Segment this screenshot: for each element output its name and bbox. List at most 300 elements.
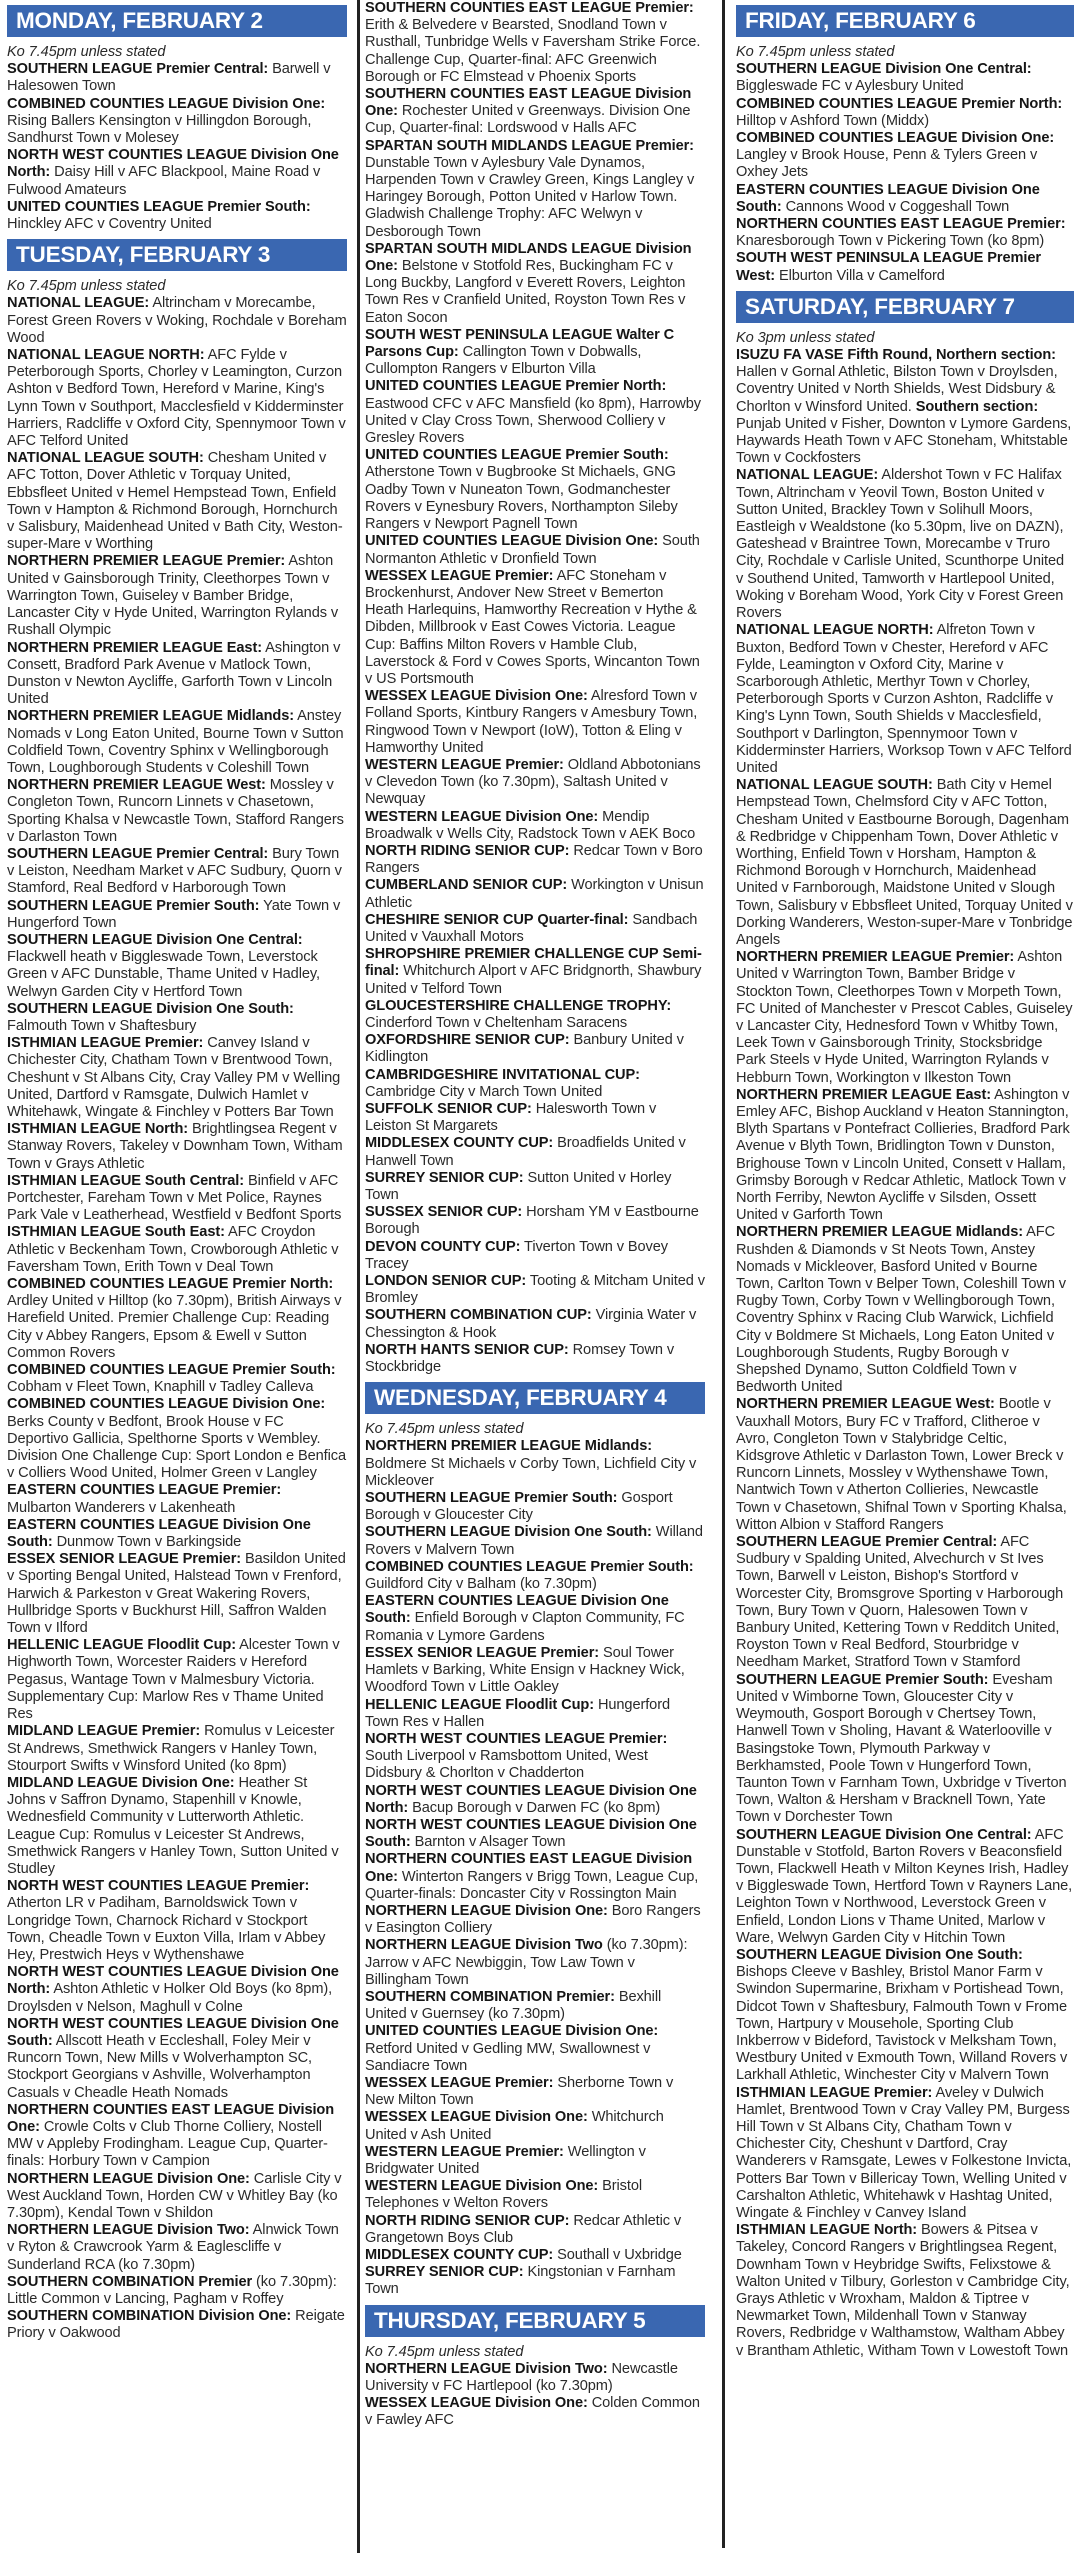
fixtures-text: Mossley v Congleton Town, Runcorn Linnets v Chasetown, Sporting Khalsa v Newcastle Town, Stafford Rangers v Darlaston Town	[7, 777, 344, 845]
fixtures-text: Southall v Uxbridge	[557, 2247, 682, 2263]
league-name: SPARTAN SOUTH MIDLANDS LEAGUE	[365, 137, 632, 154]
division-name: Floodlit Cup:	[147, 1637, 236, 1654]
league-name: NORTH WEST COUNTIES LEAGUE	[7, 1878, 247, 1895]
fixtures-text: Callington Town v Dobwalls, Cullompton Rangers v Elburton Villa	[365, 344, 642, 378]
fixtures-text: Aveley v Dulwich Hamlet, Brentwood Town v Cray Valley PM, Burgess Hill Town v St Albans City, Chatham Town v Chichester City, Cheshunt v Dartford, Cray Wanderers v Ramsgate, Lewes v Folkestone Invicta, Potters Bar Town v Billericay Town, Welling United v Carshalton Athletic, Whitehawk v Hashtag United, Wingate & Finchley v Canvey Island	[736, 2084, 1072, 2221]
league-name: NORTH RIDING SENIOR CUP:	[365, 842, 570, 859]
league-name: NORTHERN PREMIER LEAGUE	[7, 553, 223, 570]
fixtures-text: Romulus v Leicester St Andrews, Smethwick Rangers v Hanley Town, Stourport Swifts v Winsford United (ko 8pm)	[7, 1723, 335, 1774]
fixture-entry	[7, 1224, 347, 1276]
division-name: Premier:	[182, 1551, 242, 1568]
fixture-entry	[736, 622, 1074, 777]
fixtures-text: Chesham United v AFC Totton, Dover Athletic v Torquay United, Ebbsfleet United v Hemel Hempstead Town, Enfield Town v Hampton & Richmond Borough, Hornchurch v Salisbury, Maidenhead United v Bath City, Weston-super-Mare v Worthing	[7, 450, 343, 553]
fixtures-text: AFC Dunstable v Stotfold, Barton Rovers v Beaconsfield Town, Flackwell Heath v Milton Keynes Irish, Hadley v Biggleswade Town, Hertford Town v Rayners Lane, Leighton Town v Northwood, Leverstock Green v Enfield, London Lions v Thame United, Marlow v Ware, Welwyn Garden City v Hitchin Town	[736, 1826, 1073, 1946]
division-name: Division One North:	[365, 1782, 697, 1816]
league-name: SOUTHERN LEAGUE	[736, 1671, 882, 1688]
league-name: UNITED COUNTIES LEAGUE	[365, 378, 562, 395]
fixtures-text: Atherstone Town v Bugbrooke St Michaels, GNG Oadby Town v Nuneaton Town, Godmanchester Rovers v Eynesbury Rovers, Northampton Sileby Rangers v Newport Pagnell Town	[365, 464, 678, 533]
league-name: EASTERN COUNTIES LEAGUE	[736, 181, 948, 198]
fixtures-text: Tooting & Mitcham United v Bromley	[365, 1273, 705, 1307]
division-name: Division One:	[232, 1396, 326, 1413]
fixtures-text: Hilltop v Ashford Town (Middx)	[736, 112, 930, 129]
league-name: ISTHMIAN LEAGUE	[7, 1224, 141, 1241]
fixtures-text: Barwell v Halesowen Town	[7, 61, 331, 95]
fixture-entry	[7, 1362, 347, 1396]
division-name: Division Two:	[157, 2222, 250, 2239]
division-name: North:	[144, 1121, 189, 1138]
league-name: NORTHERN PREMIER LEAGUE	[736, 1086, 952, 1103]
kickoff-note: Ko 7.45pm unless stated	[365, 2343, 524, 2360]
fixture-list	[365, 2361, 705, 2430]
fixture-entry	[7, 1276, 347, 1362]
fixtures-text: Binfield v AFC Portchester, Fareham Town v Met Police, Raynes Park Vale v Leatherhead, Westfield v Bedfont Sports	[7, 1172, 342, 1224]
fixture-list	[365, 1438, 705, 2298]
fixture-entry	[7, 1964, 347, 2016]
fixture-entry	[365, 2023, 705, 2075]
fixtures-text: Bury Town v Leiston, Needham Market v AFC Sudbury, Quorn v Stamford, Real Bedford v Harborough Town	[7, 845, 342, 897]
league-name: NORTHERN LEAGUE	[365, 1937, 512, 1954]
fixture-entry	[365, 998, 705, 1032]
league-name: NORTHERN PREMIER LEAGUE	[7, 708, 223, 725]
fixtures-text: Langley v Brook House, Penn & Tylers Green v Oxhey Jets	[736, 147, 1038, 181]
league-name: SOUTHERN COMBINATION	[7, 2308, 195, 2325]
fixture-entry	[736, 1947, 1074, 2085]
fixtures-text: Tiverton Town v Bovey Tracey	[365, 1238, 668, 1272]
fixtures-text: Rochester United v Greenways. Division One Cup, Quarter-final: Lordswood v Halls AFC	[365, 103, 691, 137]
league-name: SURREY SENIOR CUP:	[365, 1169, 524, 1186]
fixture-entry	[7, 1173, 347, 1225]
fixture-list	[7, 295, 347, 2342]
fixtures-text: Newcastle University v FC Hartlepool (ko 7.30pm)	[365, 2360, 678, 2395]
division-name: Division One:	[7, 2101, 335, 2135]
league-name: COMBINED COUNTIES LEAGUE	[7, 1276, 229, 1293]
fixtures-text: Atherton LR v Padiham, Barnoldswick Town v Longridge Town, Charnock Richard v Stockport Town, Cheadle Town v Euxton Villa, Irlam v Abbey Hey, Prestwich Heys v Wythenshawe	[7, 1895, 326, 1963]
fixtures-text: (ko 7.30pm): Little Common v Lancing, Pagham v Roffey	[7, 2273, 337, 2307]
division-name: Floodlit Cup:	[505, 1696, 594, 1713]
fixtures-text: Alnwick Town v Ryton & Crawcrook Yarm & Eaglescliffe v Sunderland RCA (ko 7.30pm)	[7, 2222, 339, 2273]
fixtures-text: Ashton United v Warrington Town, Bamber Bridge v Stockton Town, Cleethorpes Town v Morpeth Town, FC United of Manchester v Prescot Cables, Guiseley v Lancaster City, Hednesford Town v Whitby Town, Leek Town v Gainsborough Trinity, Stocksbridge Park Steels v Hyde United, Warrington Rylands v Hebburn Town, Workington v Ilkeston Town	[736, 949, 1073, 1086]
day-header-friday: FRIDAY, FEBRUARY 6	[736, 5, 1074, 37]
fixture-entry	[7, 199, 347, 233]
fixtures-text: Banbury United v Kidlington	[365, 1032, 684, 1066]
fixture-entry	[365, 1273, 705, 1307]
division-name: Fifth Round, Northern section:	[847, 347, 1056, 364]
fixtures-text: Ashington v Consett, Bradford Park Avenue v Matlock Town, Dunston v Newton Aycliffe, Garforth Town v Lincoln United	[7, 639, 341, 708]
league-name: GLOUCESTERSHIRE CHALLENGE TROPHY:	[365, 997, 672, 1014]
division-name: Premier:	[250, 1878, 310, 1895]
division-name: East:	[955, 1086, 991, 1103]
fixture-list	[7, 61, 347, 233]
fixtures-text: Allscott Heath v Eccleshall, Foley Meir v Runcorn Town, New Mills v Wolverhampton SC, Stockport Georgians v Ashville, Wolverhampton Casuals v Cheadle Heath Nomads	[7, 2032, 312, 2101]
fixture-entry	[365, 1490, 705, 1524]
league-name: SOUTHERN LEAGUE	[7, 931, 153, 948]
league-name: SOUTHERN LEAGUE	[736, 1826, 882, 1843]
league-name: OXFORDSHIRE SENIOR CUP:	[365, 1032, 570, 1049]
fixture-entry	[736, 467, 1074, 622]
league-name: WESTERN LEAGUE	[365, 808, 502, 825]
day-header-saturday: SATURDAY, FEBRUARY 7	[736, 291, 1074, 323]
fixture-entry	[7, 1035, 347, 1121]
fixtures-text: Virginia Water v Chessington & Hook	[365, 1307, 697, 1341]
league-name: SOUTHERN COUNTIES EAST LEAGUE	[365, 86, 632, 103]
fixture-entry	[365, 912, 705, 946]
fixture-entry	[365, 2395, 705, 2429]
fixtures-text: Altrincham v Morecambe, Forest Green Rovers v Woking, Rochdale v Boreham Wood	[7, 295, 347, 346]
fixtures-text: Ashton Athletic v Holker Old Boys (ko 8pm), Droylsden v Nelson, Maghull v Colne	[7, 1981, 333, 2015]
division-name: Premier:	[494, 567, 554, 584]
league-name: SOUTHERN LEAGUE	[7, 897, 153, 914]
division-name: Premier:	[494, 2074, 554, 2091]
fixtures-text: Alfreton Town v Buxton, Bedford Town v Chester, Hereford v AFC Fylde, Leamington v Oxford City, Marine v Scarborough Athletic, Merthyr Town v Chorley, Peterborough Sports v Curzon Ashton, Radcliffe v King's Lynn Town, South Shields v Macclesfield, Southport v Darlington, Spennymoor Town v Kidderminster Harriers, Worksop Town v AFC Telford United	[736, 622, 1072, 776]
league-name: SOUTHERN LEAGUE	[736, 61, 882, 78]
league-name: ISTHMIAN LEAGUE	[7, 1121, 141, 1138]
division-name: Division One:	[365, 240, 692, 275]
fixtures-text: Reigate Priory v Oakwood	[7, 2308, 345, 2342]
division-name: Premier:	[873, 2084, 933, 2101]
division-name: Premier South:	[207, 198, 311, 215]
fixtures-text: Bath City v Hemel Hempstead Town, Chelmsford City v AFC Totton, Chesham United v Eastbourne Borough, Dagenham & Redbridge v Chippenham Town, Dover Athletic v Worthing, Enfield Town v Horsham, Hampton & Richmond Borough v Hornchurch, Maidenhead United v Farnborough, Maidstone United v Slough Town, Salisbury v Ebbsfleet United, Torquay United v Dorking Wanderers, Weston-super-Mare v Tonbridge Angels	[736, 777, 1073, 948]
fixtures-text: Heather St Johns v Saffron Dynamo, Stapenhill v Knowle, Wednesfield Community v Lutterworth Athletic. League Cup: Romulus v Leicester St Andrews, Smethwick Rangers v Hanley Town, Sutton United v Studley	[7, 1774, 339, 1877]
league-name: MIDDLESEX COUNTY CUP:	[365, 1135, 554, 1152]
league-name: EASTERN COUNTIES LEAGUE	[365, 1593, 577, 1610]
fixtures-text: Ardley United v Hilltop (ko 7.30pm), British Airways v Harefield United. Premier Challenge Cup: Reading City v Abbey Rangers, Epsom & Ewell v Sutton Common Rovers	[7, 1293, 342, 1361]
division-name: Premier South:	[514, 1490, 618, 1507]
league-name: NORTHERN PREMIER LEAGUE	[7, 777, 223, 794]
fixtures-text: Sutton United v Horley Town	[365, 1169, 672, 1204]
fixture-entry	[7, 708, 347, 777]
fixture-entry	[365, 2144, 705, 2178]
fixtures-text: Cobham v Fleet Town, Knaphill v Tadley Calleva	[7, 1379, 314, 1396]
league-name: SOUTH WEST PENINSULA LEAGUE	[736, 250, 984, 267]
division-name: Division One Central:	[885, 61, 1032, 78]
league-name: SOUTHERN COUNTIES EAST LEAGUE	[365, 0, 632, 16]
fixture-entry	[365, 1101, 705, 1135]
fixtures-text: AFC Sudbury v Spalding United, Alvechurch v St Ives Town, Barwell v Leiston, Bishop's Stortford v Worcester City, Bromsgrove Sporting v Harborough Town, Bury Town v Quorn, Halesowen Town v Banbury United, Kettering Town v Redditch United, Royston Town v Real Bedford, Stourbridge v Needham Market, Stratford Town v Stamford	[736, 1534, 1064, 1671]
fixture-entry	[365, 378, 705, 447]
league-name: NORTHERN PREMIER LEAGUE	[736, 949, 952, 966]
division-name: Premier Central:	[156, 61, 269, 78]
division-name: Division One:	[961, 130, 1055, 147]
fixtures-text: Crowle Colts v Club Thorne Colliery, Nostell MW v Appleby Frodingham. League Cup, Quarter-finals: Horbury Town v Campion	[7, 2118, 328, 2170]
fixture-entry	[365, 1307, 705, 1341]
division-name: Division One:	[515, 1902, 608, 1919]
league-name: COMBINED COUNTIES LEAGUE	[7, 95, 229, 112]
division-name: Division One South:	[736, 181, 1040, 215]
league-name: SOUTH WEST PENINSULA LEAGUE	[365, 326, 613, 343]
column-divider	[722, 0, 725, 2548]
league-name: NORTH WEST COUNTIES LEAGUE	[7, 1964, 247, 1981]
fixture-entry	[736, 1087, 1074, 1225]
fixtures-text: Cambridge City v March Town United	[365, 1083, 603, 1100]
division-name: Midlands:	[955, 1224, 1023, 1241]
fixture-entry	[736, 250, 1074, 284]
division-name: West:	[955, 1396, 995, 1413]
fixtures-text: Romsey Town v Stockbridge	[365, 1341, 675, 1376]
fixtures-text: (ko 7.30pm): Jarrow v AFC Newbiggin, Tow Law Town v Billingham Town	[365, 1937, 688, 1988]
fixtures-text: AFC Stoneham v Brockenhurst, Andover New Street v Bemerton Heath Harlequins, Hamworthy Recreation v Hythe & Dibden, Millbrook v East Cowes Victoria. League Cup: Baffins Milton Rovers v Hamble Club, Laverstock & Ford v Cowes Sports, Wincanton Town v US Portsmouth	[365, 567, 700, 687]
kickoff-note: Ko 7.45pm unless stated	[7, 278, 166, 295]
fixture-entry	[365, 688, 705, 757]
division-name: Division One South:	[885, 1946, 1023, 1963]
league-name: SPARTAN SOUTH MIDLANDS LEAGUE	[365, 240, 632, 257]
day-header-thursday: THURSDAY, FEBRUARY 5	[365, 2305, 705, 2337]
fixture-entry	[736, 96, 1074, 130]
division-name: Division Two:	[515, 2360, 608, 2377]
league-name: NORTH WEST COUNTIES LEAGUE	[7, 147, 247, 164]
fixtures-text: Yate Town v Hungerford Town	[7, 897, 341, 931]
fixture-entry	[7, 96, 347, 148]
fixtures-text: Halesworth Town v Leiston St Margarets	[365, 1101, 657, 1135]
division-name: Premier South:	[565, 447, 669, 464]
fixtures-text: Belstone v Stotfold Res, Buckingham FC v Long Buckby, Langford v Everett Rovers, Leighton Town Res v Cranfield United, Royston Town Res v Eaton Socon	[365, 258, 686, 326]
fixture-entry	[7, 1482, 347, 1516]
fixture-entry	[7, 1517, 347, 1551]
fixture-entry	[7, 553, 347, 639]
league-name: WESSEX LEAGUE	[365, 2395, 492, 2412]
league-name: NORTH WEST COUNTIES LEAGUE	[7, 2015, 247, 2032]
league-name: COMBINED COUNTIES LEAGUE	[736, 95, 958, 112]
fixtures-text: Horsham YM v Eastbourne Borough	[365, 1204, 699, 1238]
league-name: WESTERN LEAGUE	[365, 756, 502, 773]
league-name: CHESHIRE SENIOR CUP	[365, 911, 534, 928]
fixtures-text: AFC Rushden & Diamonds v St Neots Town, Anstey Nomads v Mickleover, Basford United v Bourne Town, Carlton Town v Belper Town, Coleshill Town v Rugby Town, Corby Town v Wellingborough Town, Coventry Sphinx v Racing Club Warwick, Lichfield City v Boldmere St Michaels, Long Eaton United v Loughborough Students, Rugby Borough v Shepshed Dynamo, Sutton Coldfield Town v Bedworth United	[736, 1224, 1067, 1396]
fixture-entry	[736, 2222, 1074, 2360]
division-name: Semi-final:	[365, 946, 702, 980]
fixture-entry	[365, 533, 705, 567]
fixture-entry	[365, 1903, 705, 1937]
league-name: NATIONAL LEAGUE:	[7, 295, 150, 312]
fixture-entry	[365, 1239, 705, 1273]
division-name: Division One:	[365, 86, 692, 120]
league-name: NORTHERN LEAGUE	[365, 1902, 512, 1919]
fixture-entry	[736, 1534, 1074, 1672]
fixture-entry	[365, 2109, 705, 2143]
fixtures-text: Dunmow Town v Barkingside	[56, 1534, 242, 1551]
division-name: Division One:	[565, 533, 659, 550]
league-name: WESTERN LEAGUE	[365, 2178, 502, 2195]
fixtures-text: Bexhill United v Guernsey (ko 7.30pm)	[365, 1988, 662, 2023]
fixtures-text: Biggleswade FC v Aylesbury United	[736, 78, 964, 95]
division-name: Division One South:	[7, 2015, 339, 2049]
fixtures-text: Bowers & Pitsea v Takeley, Concord Rangers v Brightlingsea Regent, Downham Town v Heybridge Swifts, Felixstowe & Walton United v Tilbury, Gorleston v Cambridge City, Grays Athletic v Wroxham, Maldon & Tiptree v Newmarket Town, Mildenhall Town v Stanway Rovers, Redbridge v Walthamstow, Waltham Abbey v Brantham Athletic, Witham Town v Lowestoft Town	[736, 2222, 1070, 2359]
fixture-entry	[365, 1559, 705, 1593]
division-name: Midlands:	[226, 708, 294, 725]
league-name: CAMBRIDGESHIRE INVITATIONAL CUP:	[365, 1066, 640, 1083]
division-name: Premier South:	[885, 1671, 989, 1688]
division-name: Division One South:	[514, 1524, 652, 1541]
league-name: NORTH WEST COUNTIES LEAGUE	[365, 1782, 605, 1799]
division-name: Division One Central:	[885, 1826, 1032, 1843]
fixtures-text: Bootle v Vauxhall Motors, Bury FC v Trafford, Clitheroe v Avro, Congleton Town v Stalybridge Celtic, Kidsgrove Athletic v Darlaston Town, Lower Breck v Runcorn Linnets, Mossley v Wythenshawe Town, Nantwich Town v Atherton Collieries, Newcastle Town v Chasetown, Shifnal Town v Sporting Khalsa, Witton Albion v Stafford Rangers	[736, 1396, 1067, 1533]
league-name: NORTHERN LEAGUE	[7, 2222, 154, 2239]
division-name: Premier:	[635, 137, 694, 154]
league-name: NORTHERN COUNTIES EAST LEAGUE	[7, 2101, 275, 2118]
fixtures-text: Gosport Borough v Gloucester City	[365, 1490, 673, 1524]
league-name: SOUTHERN COMBINATION CUP:	[365, 1307, 592, 1324]
fixture-entry	[7, 2308, 347, 2342]
league-name: EASTERN COUNTIES LEAGUE	[7, 1516, 219, 1533]
fixture-entry	[365, 1645, 705, 1697]
fixtures-text: Carlisle City v West Auckland Town, Horden CW v Whitley Bay (ko 7.30pm), Kendal Town v Shildon	[7, 2170, 342, 2221]
division-name: Division One South:	[156, 1000, 294, 1017]
fixture-entry	[7, 450, 347, 553]
fixtures-text: Whitchurch United v Ash United	[365, 2109, 664, 2143]
fixtures-text: Enfield Borough v Clapton Community, FC Romania v Lymore Gardens	[365, 1610, 685, 1644]
fixture-entry	[7, 2274, 347, 2308]
fixture-entry	[365, 843, 705, 877]
division-name: West:	[226, 777, 266, 794]
fixtures-text: Boro Rangers v Easington Colliery	[365, 1902, 701, 1937]
fixtures-text: Retford United v Gedling MW, Swallownest v Sandiacre Town	[365, 2040, 651, 2074]
division-name: Division One:	[157, 2170, 250, 2187]
fixtures-text: Barnton v Alsager Town	[414, 1834, 566, 1851]
fixtures-text: Soul Tower Hamlets v Barking, White Ensign v Hackney Wick, Woodford Town v Little Oakley	[365, 1644, 685, 1696]
fixtures-text: Cannons Wood v Coggeshall Town	[785, 198, 1010, 215]
day-header-wednesday: WEDNESDAY, FEBRUARY 4	[365, 1382, 705, 1414]
fixtures-text: Redcar Athletic v Grangetown Boys Club	[365, 2212, 682, 2246]
league-name: ISTHMIAN LEAGUE	[7, 1172, 141, 1189]
fixtures-text: Brightlingsea Regent v Stanway Rovers, Takeley v Downham Town, Witham Town v Grays Athletic	[7, 1121, 343, 1172]
fixture-entry	[365, 1170, 705, 1204]
league-name: COMBINED COUNTIES LEAGUE	[365, 1558, 587, 1575]
fixture-entry	[736, 949, 1074, 1087]
division-name: Premier:	[540, 1644, 600, 1661]
league-name: NATIONAL LEAGUE NORTH:	[7, 347, 205, 364]
fixture-entry	[736, 130, 1074, 182]
league-name: NORTHERN COUNTIES EAST LEAGUE	[365, 1851, 633, 1868]
league-name: NORTHERN LEAGUE	[7, 2170, 154, 2187]
division-name: Premier:	[141, 1723, 201, 1740]
fixtures-text: Sandbach United v Vauxhall Motors	[365, 911, 698, 945]
league-name: SOUTHERN LEAGUE	[365, 1524, 511, 1541]
league-name: NORTH HANTS SENIOR CUP:	[365, 1341, 569, 1358]
league-name: SOUTHERN LEAGUE	[365, 1490, 511, 1507]
league-name: UNITED COUNTIES LEAGUE	[365, 533, 562, 550]
fixture-entry	[736, 2085, 1074, 2223]
league-name: MIDLAND LEAGUE	[7, 1723, 138, 1740]
fixture-entry	[7, 61, 347, 95]
fixture-list	[736, 61, 1074, 285]
fixture-entry	[365, 2213, 705, 2247]
league-name: NORTHERN PREMIER LEAGUE	[736, 1396, 952, 1413]
column-left	[7, 0, 347, 2560]
league-name: ESSEX SENIOR LEAGUE	[7, 1551, 179, 1568]
division-name: Division One:	[505, 808, 599, 825]
fixtures-text: Whitchurch Alport v AFC Bridgnorth, Shawbury United v Telford Town	[365, 963, 702, 997]
league-name: HELLENIC LEAGUE	[365, 1696, 502, 1713]
league-name: NORTHERN LEAGUE	[365, 2360, 512, 2377]
fixtures-text: Kingstonian v Farnham Town	[365, 2264, 676, 2298]
division-name: Premier	[198, 2273, 253, 2290]
kickoff-note: Ko 7.45pm unless stated	[7, 44, 166, 60]
fixture-entry	[365, 2178, 705, 2212]
division-name: Division One North:	[7, 147, 339, 181]
fixture-entry	[365, 241, 705, 327]
fixture-entry	[7, 2016, 347, 2102]
league-name: ESSEX SENIOR LEAGUE	[365, 1644, 537, 1661]
fixtures-text: Sherborne Town v New Milton Town	[365, 2074, 674, 2109]
fixture-entry	[365, 1067, 705, 1101]
league-name: NATIONAL LEAGUE SOUTH:	[736, 777, 933, 794]
league-name: SUFFOLK SENIOR CUP:	[365, 1101, 532, 1117]
league-name: NORTH WEST COUNTIES LEAGUE	[365, 1816, 605, 1833]
kickoff-note: Ko 3pm unless stated	[736, 329, 875, 346]
fixtures-text: Aldershot Town v FC Halifax Town, Altrincham v Yeovil Town, Boston United v Sutton United, Brackley Town v Solihull Moors, Eastleigh v Wealdstone (ko 5.30pm, live on DAZN), Gateshead v Braintree Town, Morecambe v Truro City, Rochdale v Carlisle United, Scunthorpe United v Southend United, Tamworth v Hartlepool United, Woking v Boreham Wood, York City v Forest Green Rovers	[736, 467, 1065, 622]
league-name: SOUTHERN LEAGUE	[736, 1534, 882, 1551]
fixtures-text: Evesham United v Wimborne Town, Gloucester City v Weymouth, Gosport Borough v Chertsey Town, Hanwell Town v Sholing, Havant & Waterlooville v Basingstoke Town, Plymouth Parkway v Berkhamsted, Poole Town v Hungerford Town, Taunton Town v Farnham Town, Uxbridge v Tiverton Town, Walton & Hersham v Bracknell Town, Yate Town v Dorchester Town	[736, 1671, 1067, 1826]
league-name: COMBINED COUNTIES LEAGUE	[736, 130, 958, 147]
league-name: NORTHERN PREMIER LEAGUE	[736, 1224, 952, 1241]
fixture-entry	[365, 809, 705, 843]
league-name: SOUTHERN COMBINATION	[365, 1988, 553, 2005]
division-name: Premier:	[226, 553, 286, 570]
fixtures-text: Willand Rovers v Malvern Town	[365, 1524, 703, 1558]
league-name: ISTHMIAN LEAGUE	[7, 1035, 141, 1052]
fixture-entry	[365, 2075, 705, 2109]
fixture-entry	[365, 2361, 705, 2395]
fixture-entry	[7, 1551, 347, 1637]
fixture-entry	[365, 1817, 705, 1851]
fixture-entry	[365, 757, 705, 809]
division-name: Division One:	[365, 1851, 693, 1885]
kickoff-note: Ko 7.45pm unless stated	[365, 1421, 524, 1438]
fixtures-text: Rising Ballers Kensington v Hillingdon Borough, Sandhurst Town v Molesey	[7, 112, 312, 147]
league-name: SOUTHERN LEAGUE	[7, 61, 153, 78]
league-name: ISTHMIAN LEAGUE	[736, 2084, 870, 2101]
division-name: Premier West:	[736, 250, 1041, 284]
league-name: WESSEX LEAGUE	[365, 567, 492, 584]
division-name: Division One:	[141, 1774, 235, 1791]
league-name: HELLENIC LEAGUE	[7, 1637, 144, 1654]
fixtures-text: Falmouth Town v Shaftesbury	[7, 1017, 197, 1034]
division-name: Division Two	[515, 1937, 603, 1954]
league-name: NATIONAL LEAGUE SOUTH:	[7, 450, 204, 467]
fixture-list	[736, 347, 1074, 2360]
fixture-entry	[7, 2222, 347, 2274]
division-name: Premier:	[505, 2143, 564, 2160]
fixture-entry	[365, 86, 705, 138]
fixture-entry	[365, 1731, 705, 1783]
fixture-entry	[7, 777, 347, 846]
fixture-entry	[7, 347, 347, 450]
fixture-entry	[736, 777, 1074, 949]
kickoff-note: Ko 7.45pm unless stated	[736, 44, 895, 60]
fixtures-text: Mulbarton Wanderers v Lakenheath	[7, 1499, 236, 1516]
fixtures-text: Wellington v Bridgwater United	[365, 2143, 646, 2177]
fixtures-text: Guildford City v Balham (ko 7.30pm)	[365, 1576, 597, 1593]
league-name: SOUTHERN LEAGUE	[7, 845, 153, 862]
fixture-entry	[736, 1827, 1074, 1947]
league-name: SHROPSHIRE PREMIER CHALLENGE CUP	[365, 946, 659, 963]
fixture-entry	[7, 1121, 347, 1173]
fixture-entry	[736, 1396, 1074, 1534]
fixture-entry	[736, 216, 1074, 250]
fixture-entry	[736, 347, 1074, 467]
league-name: COMBINED COUNTIES LEAGUE	[7, 1362, 229, 1379]
fixtures-text: Boldmere St Michaels v Corby Town, Lichfield City v Mickleover	[365, 1455, 697, 1489]
fixtures-text: Winterton Rangers v Brigg Town, League Cup, Quarter-finals: Doncaster City v Rossington Main	[365, 1868, 699, 1902]
fixtures-text: Erith & Belvedere v Bearsted, Snodland Town v Rusthall, Tunbridge Wells v Faversham Strike Force. Challenge Cup, Quarter-final: AFC Greenwich Borough or FC Elmstead v Phoenix Sports	[365, 17, 701, 85]
division-name: East:	[226, 639, 262, 656]
division-name: Premier Central:	[156, 845, 269, 862]
division-name: Division One Central:	[156, 931, 303, 948]
league-name: WESSEX LEAGUE	[365, 688, 492, 705]
fixture-entry	[365, 877, 705, 911]
league-name: SURREY SENIOR CUP:	[365, 2264, 524, 2281]
division-name: Division One South:	[7, 1516, 311, 1551]
league-name: CUMBERLAND SENIOR CUP:	[365, 877, 568, 894]
fixtures-text: Flackwell heath v Biggleswade Town, Leverstock Green v AFC Dunstable, Thame United v Hadley, Welwyn Garden City v Hertford Town	[7, 949, 320, 1000]
